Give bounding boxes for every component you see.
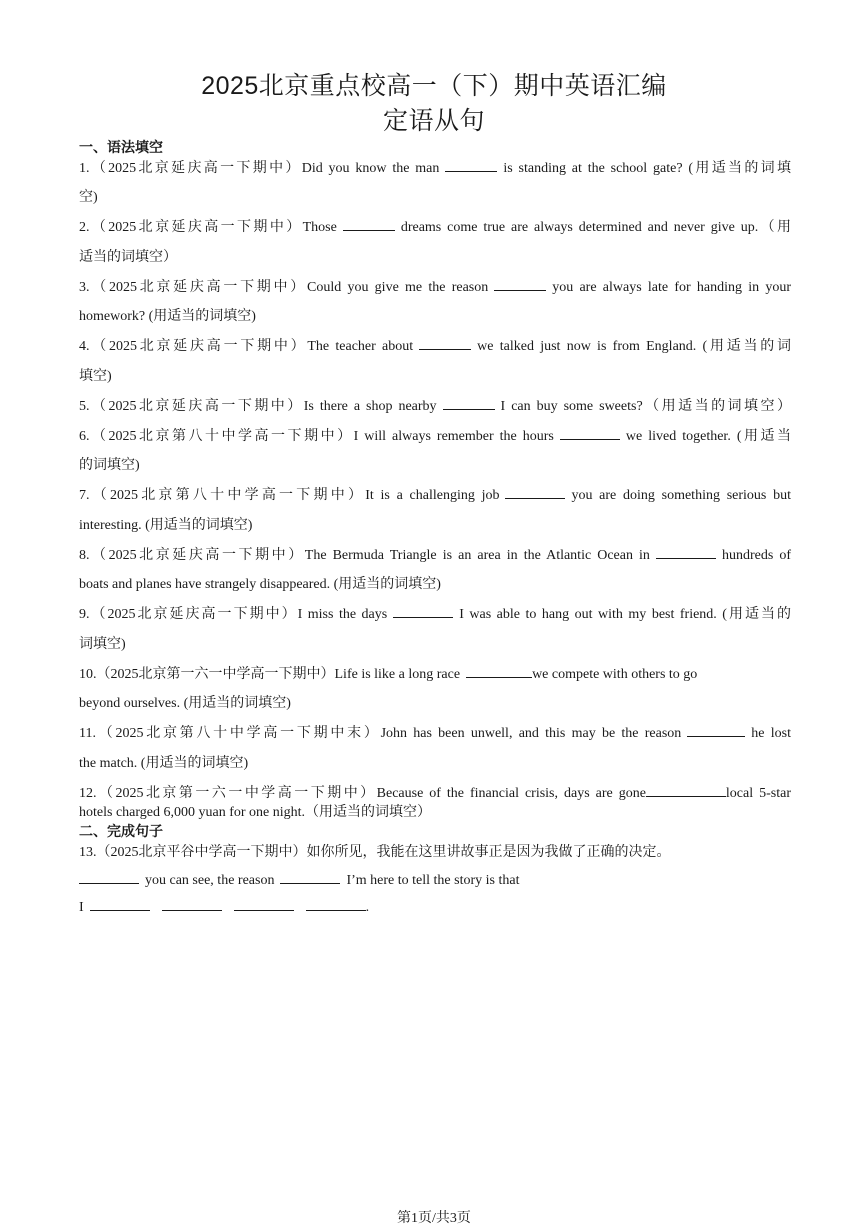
question-10-line-1: [79, 663, 791, 683]
question-2-line-2: 适当的词填空）: [79, 250, 177, 265]
question-3-text: 3.（2025北京延庆高一下期中）Could you give me the reason: [79, 280, 489, 295]
question-1-line-1: [79, 157, 791, 177]
question-10-text-cont: we compete with others to go: [532, 667, 698, 682]
question-3-line-2: homework? (用适当的词填空): [79, 309, 256, 324]
question-3-text-cont: you are always late for handing in your: [552, 280, 792, 295]
question-4-line-1: [79, 335, 791, 355]
question-11-text: 11.（2025北京第八十中学高一下期中末）John has been unwell, and this may be the reason: [79, 726, 682, 741]
question-11-line-1: [79, 722, 791, 742]
question-9-line-2: 词填空): [79, 637, 126, 652]
answer-blank[interactable]: [280, 871, 340, 884]
question-12-text-cont: local 5-star: [725, 786, 791, 801]
question-13-text-cont: I’m here to tell the story is that: [346, 873, 520, 888]
question-4-line-2: 填空): [79, 369, 112, 384]
question-6-line-1: [79, 425, 791, 445]
answer-blank[interactable]: [162, 898, 222, 911]
section-heading-complete-sentences: 二、完成句子: [79, 823, 163, 839]
question-10-line-2: beyond ourselves. (用适当的词填空): [79, 696, 291, 711]
question-7-text: 7.（2025北京第八十中学高一下期中）It is a challenging job: [79, 488, 500, 503]
answer-blank[interactable]: [90, 898, 150, 911]
answer-blank[interactable]: [466, 665, 532, 678]
question-8-text-cont: hundreds of: [721, 548, 791, 563]
question-13-line-1: 13.（2025北京平谷中学高一下期中）如你所见，我能在这里讲故事正是因为我做了正确的决定。: [79, 845, 671, 860]
question-13-subject: I: [79, 900, 84, 915]
answer-blank[interactable]: [646, 784, 726, 797]
answer-blank[interactable]: [343, 218, 395, 231]
document-subtitle: 定语从句: [382, 107, 485, 135]
document-title: 2025北京重点校高一（下）期中英语汇编: [201, 72, 667, 100]
question-7-text-cont: you are doing something serious but: [571, 488, 791, 503]
question-6-line-2: 的词填空): [79, 458, 140, 473]
page-number: 第1页/共3页: [397, 1211, 471, 1226]
question-2-text-cont: dreams come true are always determined and never give up.（用: [400, 220, 792, 235]
answer-blank[interactable]: [419, 337, 471, 350]
answer-blank[interactable]: [505, 486, 565, 499]
answer-blank[interactable]: [656, 546, 716, 559]
answer-blank[interactable]: [560, 427, 620, 440]
question-6-text: 6.（2025北京第八十中学高一下期中）I will always remember the hours: [79, 429, 554, 444]
question-4-text-cont: we talked just now is from England. (用适当的词: [477, 339, 791, 354]
question-9-line-1: [79, 603, 791, 623]
question-8-line-2: boats and planes have strangely disappeared. (用适当的词填空): [79, 577, 441, 592]
question-2-text: 2.（2025北京延庆高一下期中）Those: [79, 220, 337, 235]
question-6-text-cont: we lived together. (用适当: [625, 429, 791, 444]
question-11-text-cont: he lost: [751, 726, 791, 741]
question-12-line-1: [79, 782, 791, 802]
question-1-text: 1.（2025北京延庆高一下期中）Did you know the man: [79, 161, 440, 176]
question-13-period: .: [365, 900, 370, 915]
section-heading-grammar-fill: 一、语法填空: [79, 139, 163, 155]
answer-blank[interactable]: [445, 159, 497, 172]
question-13-line-2: [79, 871, 791, 889]
question-9-text: 9.（2025北京延庆高一下期中）I miss the days: [79, 607, 388, 622]
question-12-line-2: hotels charged 6,000 yuan for one night.（用适当的词填空）: [79, 805, 432, 820]
question-11-line-2: the match. (用适当的词填空): [79, 756, 249, 771]
answer-blank[interactable]: [393, 605, 453, 618]
question-5-text: 5.（2025北京延庆高一下期中）Is there a shop nearby: [79, 399, 437, 414]
answer-blank[interactable]: [687, 724, 745, 737]
question-5-line-1: [79, 395, 791, 415]
answer-blank[interactable]: [306, 898, 366, 911]
question-1-line-2: 空): [79, 190, 98, 205]
answer-blank[interactable]: [494, 278, 546, 291]
question-13-text: you can see, the reason: [145, 873, 275, 888]
question-8-line-1: [79, 544, 791, 564]
question-2-line-1: [79, 216, 791, 236]
question-12-text: 12.（2025北京第一六一中学高一下期中）Because of the financial crisis, days are gone: [79, 786, 646, 801]
question-5-text-cont: I can buy some sweets?（用适当的词填空）: [500, 399, 791, 414]
answer-blank[interactable]: [443, 397, 495, 410]
question-10-text: 10.（2025北京第一六一中学高一下期中）Life is like a long race: [79, 667, 461, 682]
question-7-line-1: [79, 484, 791, 504]
answer-blank[interactable]: [79, 871, 139, 884]
question-8-text: 8.（2025北京延庆高一下期中）The Bermuda Triangle is an area in the Atlantic Ocean in: [79, 548, 650, 563]
question-13-line-3: [79, 898, 791, 916]
question-3-line-1: [79, 276, 791, 296]
answer-blank[interactable]: [234, 898, 294, 911]
question-9-text-cont: I was able to hang out with my best friend. (用适当的: [459, 607, 792, 622]
question-1-text-cont: is standing at the school gate? (用适当的词填: [503, 161, 791, 176]
question-4-text: 4.（2025北京延庆高一下期中）The teacher about: [79, 339, 414, 354]
question-7-line-2: interesting. (用适当的词填空): [79, 518, 253, 533]
